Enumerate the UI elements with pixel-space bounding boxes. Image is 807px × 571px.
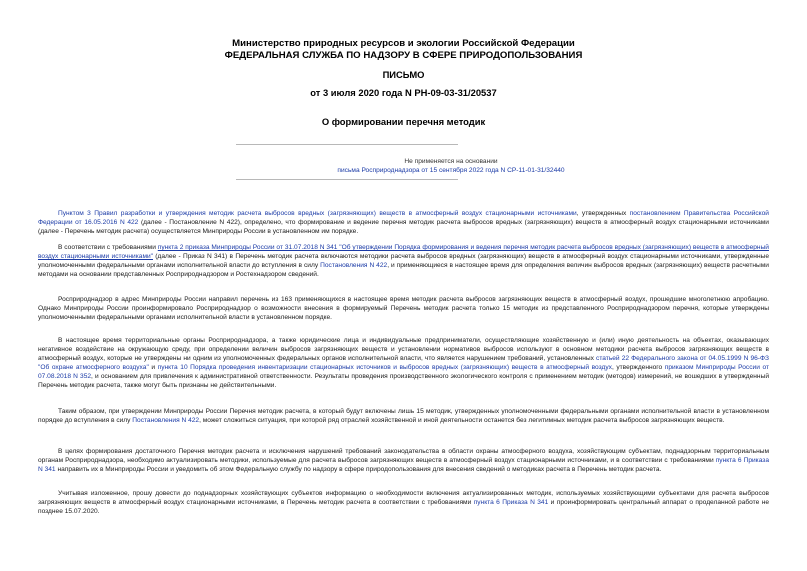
paragraph-2-text-3: , и применяющиеся в настоящее время для определения величин выбросов вредных (загрязняющих) веществ расчетными методами на основании представленных Росприроднадзором и Ростехнадзором сведений.: [38, 261, 769, 278]
paragraph-4-text-4: , и основанием для привлечения к административной ответственности. Результаты проведения производственного экологического контроля с применением методик (методов) измерений, не вошедших в утвержденный Перечень методик расчета, также могут быть признаны не действительными.: [38, 372, 770, 389]
paragraph-6-text-1: В целях формирования достаточного Перечня методик расчета и исключения нарушений требований законодательства в области охраны атмосферного воздуха, хозяйствующим субъектам, поднадзорным территориальным органам Росприроднадзора, необходимо актуализировать методики, используемые для расчета выбросов загрязняющих веществ в атмосферный воздух стационарными источниками, и в соответствии с требованиями: [38, 448, 769, 464]
link-postanovlenie-422[interactable]: постановлением Правительства Российской Федерации от 16.05.2016 N 422: [38, 210, 769, 226]
link-punkt-6-prikaza-341-2[interactable]: пункта 6 Приказа N 341: [473, 498, 549, 506]
paragraph-6: [38, 448, 769, 475]
document-date-number: от 3 июля 2020 года N РН-09-03-31/20537: [310, 87, 497, 98]
paragraph-1-text-1: , утвержденных: [576, 210, 630, 217]
paragraph-2-text-2: (далее - Приказ N 341) в Перечень методик расчета включаются методики расчета выбросов вредных (загрязняющих) веществ в атмосферный воздух стационарными источниками, утвержденные уполномоченными федеральными органами исполнительной власти до вступления в силу: [38, 252, 769, 269]
service-name: ФЕДЕРАЛЬНАЯ СЛУЖБА ПО НАДЗОРУ В СФЕРЕ ПРИРОДОПОЛЬЗОВАНИЯ: [224, 50, 583, 61]
paragraph-7: [38, 490, 769, 517]
document-subject: О формировании перечня методик: [321, 116, 486, 127]
paragraph-2-text-1: В соответствии с требованиями: [58, 244, 158, 251]
link-prikaz-341[interactable]: пункта 2 приказа Минприроды России от 31.07.2018 N 341 "Об утверждении Порядка формирования и ведения перечня методик расчета выбросов вредных (загрязняющих) веществ в атмосферный воздух стационарными источниками": [38, 244, 769, 260]
paragraph-5-text-2: , может сложиться ситуация, при которой ряд отраслей хозяйственной и иной деятельности останется без легитимных методик расчета выбросов загрязняющих веществ.: [199, 416, 725, 424]
status-rule-top: [236, 144, 458, 145]
link-statya-22[interactable]: статьей 22 Федерального закона от 04.05.1999 N 96-ФЗ "Об охране атмосферного воздуха": [38, 354, 769, 371]
paragraph-4: [38, 337, 769, 390]
paragraph-7-text-2: и проинформировать центральный аппарат о проделанной работе не позднее 15.07.2020.: [38, 498, 770, 515]
status-note-link-line: [236, 167, 666, 174]
paragraph-1-text-2: (далее - Постановление N 422), определено, что формирование и ведение перечня методик расчета выбросов вредных (загрязняющих) веществ в атмосферный воздух стационарными источниками (далее - Перечень методик расчета) осуществляется Минприроды России в установленном им порядке.: [38, 218, 769, 235]
paragraph-5: [38, 408, 769, 426]
paragraph-4-text-3: , утвержденного: [611, 363, 665, 371]
link-postanovlenie-422-3[interactable]: Постановления N 422: [132, 416, 200, 424]
document-type: ПИСЬМО: [382, 69, 425, 80]
link-punkt-10-poryadka[interactable]: пункта 10 Порядка проведения инвентаризации стационарных источников и выбросов вредных (загрязняющих) веществ в атмосферный воздух: [157, 363, 612, 371]
link-punkt-6-prikaza-341[interactable]: пункта 6 Приказа N 341: [38, 456, 769, 473]
status-note-link[interactable]: письма Росприроднадзора от 15 сентября 2022 года N СР-11-01-31/32440: [337, 167, 565, 174]
paragraph-3: Росприроднадзор в адрес Минприроды России направил перечень из 163 применяющихся в настоящее время методик расчета выбросов загрязняющих веществ в атмосферный воздух, прошедшие многолетнюю апробацию. Однако Минприроды России проинформировало Росприроднадзор о возможности внесения в формируемый Перечень методик расчета только 15 методик из представленного Росприроднадзором перечня, которые утверждены уполномоченными федеральными органами исполнительной власти в установленном порядке.: [38, 296, 769, 321]
link-punkt-3[interactable]: Пунктом 3: [58, 210, 91, 217]
paragraph-5-text-1: Таким образом, при утверждении Минприроды России Перечня методик расчета, в который будут включены лишь 15 методик, утвержденных уполномоченными федеральными органами исполнительной власти в установленном порядке до вступления в силу: [38, 408, 769, 424]
paragraph-6-text-2: направить их в Минприроды России и уведомить об этом Федеральную службу по надзору в сфере природопользования для внесения сведений о методиках расчета в Перечень методик расчета.: [55, 465, 662, 473]
paragraph-4-text-1: В настоящее время территориальные органы Росприроднадзора, а также юридические лица и индивидуальные предприниматели, осуществляющие хозяйственную и (или) иную деятельность на объектах, оказывающих негативное воздействие на окружающую среду, при определении величин выбросов загрязняющих веществ и установлении нормативов выбросов используют в основном методики расчета выбросов загрязняющих веществ в атмосферный воздух, которые не утверждены ни одним из уполномоченных федеральных органов исполнительной власти, что является нарушением требований, установленных: [38, 337, 769, 362]
ministry-name: Министерство природных ресурсов и экологии Российской Федерации: [232, 38, 575, 49]
link-prikaz-352[interactable]: приказом Минприроды России от 07.08.2018 N 352: [38, 363, 769, 380]
link-pravila[interactable]: Правил разработки и утверждения методик расчета выбросов вредных (загрязняющих) веществ в атмосферный воздух стационарными источниками: [94, 210, 577, 217]
paragraph-4-text-2: и: [148, 363, 158, 371]
paragraph-2: [38, 244, 769, 280]
link-postanovlenie-422-2[interactable]: Постановления N 422: [320, 261, 388, 269]
status-note-text: Не применяется на основании: [404, 158, 498, 165]
paragraph-1: [38, 210, 769, 237]
status-rule-bottom: [236, 179, 458, 180]
paragraph-7-text-1: Учитывая изложенное, прошу довести до поднадзорных хозяйствующих субъектов информацию о необходимости включения актуализированных методик, используемых хозяйствующими субъектами для расчета выбросов загрязняющих веществ в атмосферный воздух стационарными источниками, в Перечень методик расчета в соответствии с требованиями: [38, 490, 769, 506]
